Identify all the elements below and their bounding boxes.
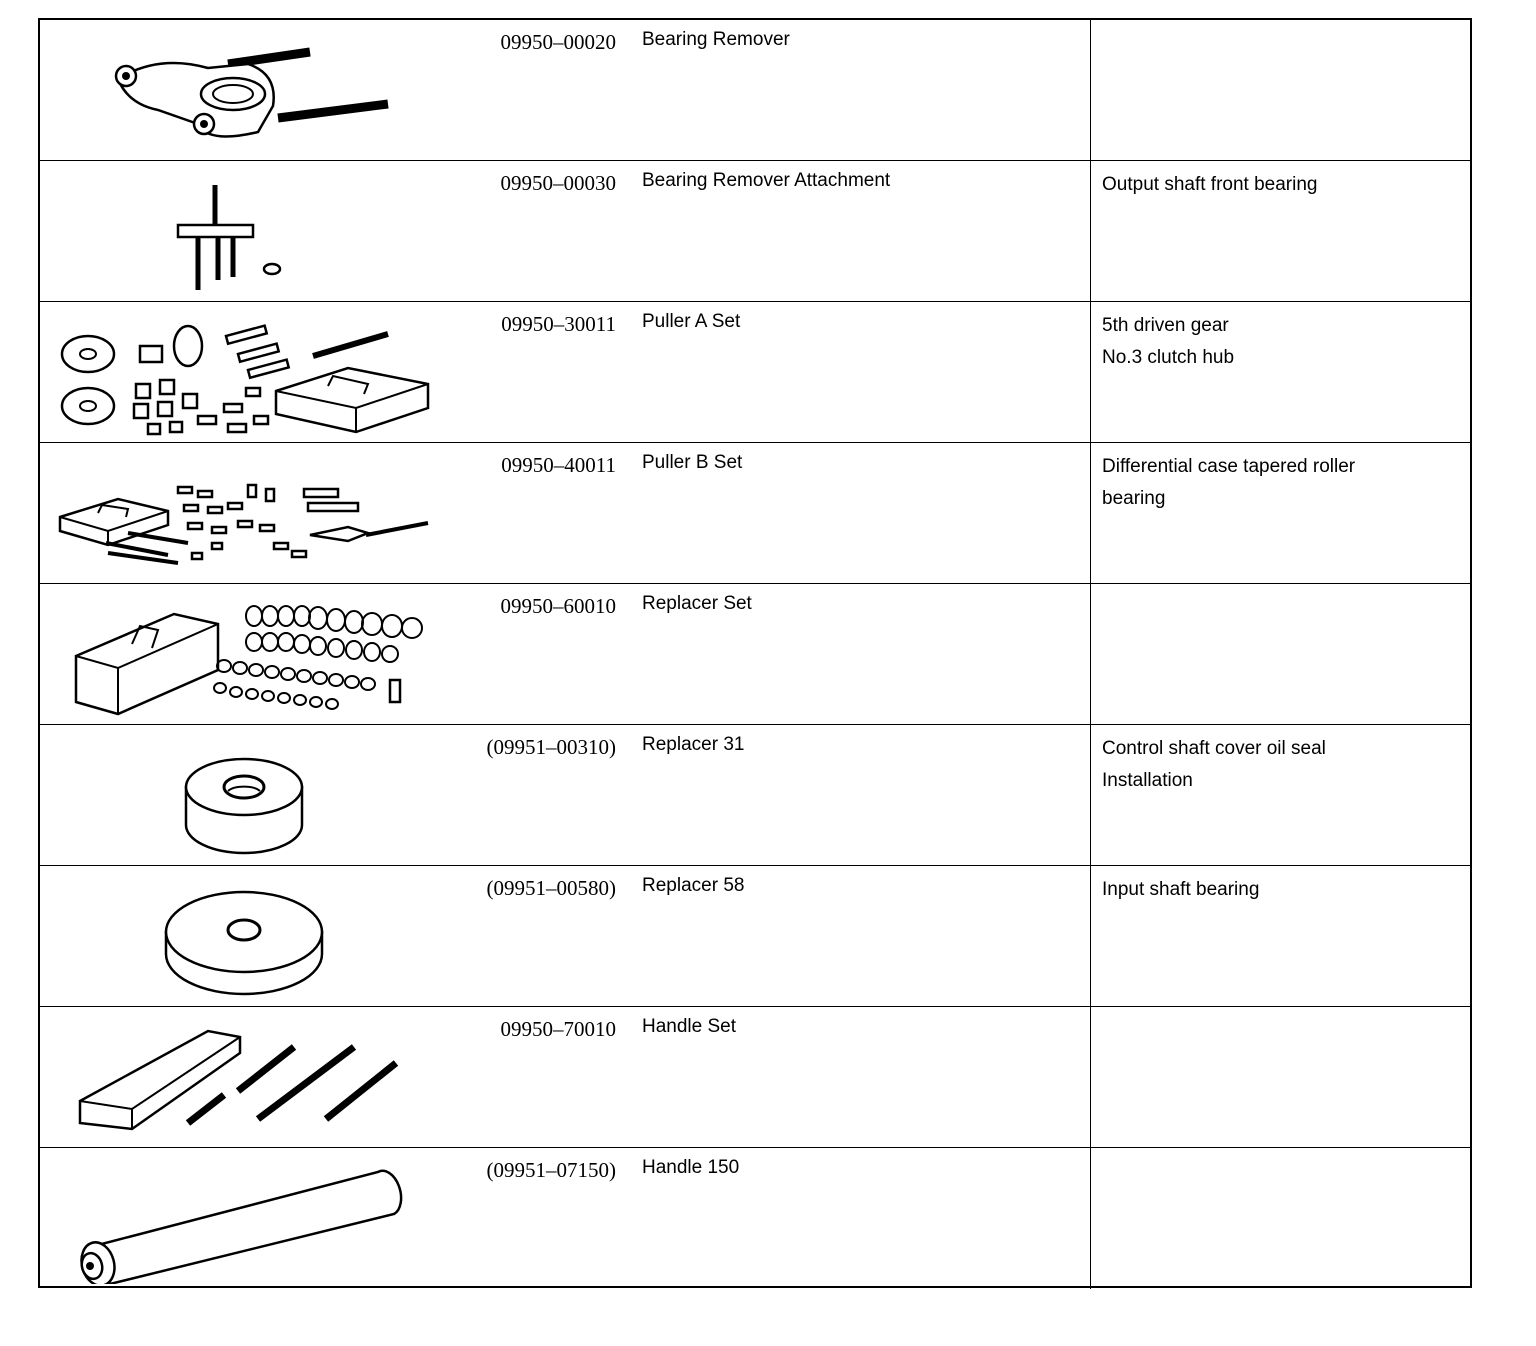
- handle-set-icon: [48, 1011, 448, 1143]
- table-row: [40, 302, 1470, 443]
- handle-150-icon: [48, 1152, 448, 1284]
- part-number: 09950–30011: [501, 312, 616, 336]
- tool-name: Replacer Set: [642, 593, 752, 614]
- usage-line: Output shaft front bearing: [1102, 174, 1318, 195]
- column-divider: [1090, 584, 1091, 724]
- part-number: (09951–07150): [486, 1158, 616, 1182]
- column-divider: [1090, 725, 1091, 865]
- part-number: 09950–00030: [500, 171, 616, 195]
- column-divider: [1090, 866, 1091, 1006]
- usage-line: 5th driven gear: [1102, 315, 1229, 336]
- column-divider: [1090, 443, 1091, 583]
- table-row: [40, 866, 1470, 1007]
- tool-name: Handle Set: [642, 1016, 737, 1037]
- table-row: [40, 1007, 1470, 1148]
- part-number: 09950–00020: [500, 30, 616, 54]
- bearing-remover-attachment-icon: [48, 165, 448, 297]
- table-row: [40, 1148, 1470, 1289]
- tool-usage: [1102, 733, 1462, 797]
- usage-line: bearing: [1102, 488, 1166, 509]
- column-divider: [1090, 161, 1091, 301]
- part-number: (09951–00580): [486, 876, 616, 900]
- tool-usage: [1102, 169, 1462, 201]
- tool-name: Puller A Set: [642, 311, 741, 332]
- usage-line: Differential case tapered roller: [1102, 456, 1356, 477]
- tool-name: Bearing Remover Attachment: [642, 170, 891, 191]
- column-divider: [1090, 1007, 1091, 1147]
- tool-name: Bearing Remover: [642, 29, 790, 50]
- tool-name: Puller B Set: [642, 452, 743, 473]
- usage-line: No.3 clutch hub: [1102, 347, 1235, 368]
- part-number: 09950–60010: [500, 594, 616, 618]
- table-row: [40, 443, 1470, 584]
- tool-name: Replacer 31: [642, 734, 745, 755]
- replacer-58-icon: [48, 870, 448, 1002]
- table-row: [40, 584, 1470, 725]
- bearing-remover-icon: [48, 24, 448, 156]
- table-row: [40, 161, 1470, 302]
- tool-name: Handle 150: [642, 1157, 740, 1178]
- column-divider: [1090, 302, 1091, 442]
- table-row: [40, 20, 1470, 161]
- part-number: 09950–40011: [501, 453, 616, 477]
- column-divider: [1090, 20, 1091, 160]
- puller-a-set-icon: [48, 306, 448, 438]
- tool-usage: [1102, 874, 1462, 906]
- column-divider: [1090, 1148, 1091, 1289]
- usage-line: Installation: [1102, 770, 1193, 791]
- usage-line: Input shaft bearing: [1102, 879, 1260, 900]
- part-number: (09951–00310): [486, 735, 616, 759]
- tool-usage: [1102, 310, 1462, 374]
- puller-b-set-icon: [48, 447, 448, 579]
- replacer-set-icon: [48, 588, 448, 720]
- part-number: 09950–70010: [500, 1017, 616, 1041]
- tool-usage: [1102, 451, 1462, 515]
- tool-name: Replacer 58: [642, 875, 745, 896]
- table-row: [40, 725, 1470, 866]
- special-tools-table: [38, 18, 1472, 1288]
- replacer-31-icon: [48, 729, 448, 861]
- usage-line: Control shaft cover oil seal: [1102, 738, 1326, 759]
